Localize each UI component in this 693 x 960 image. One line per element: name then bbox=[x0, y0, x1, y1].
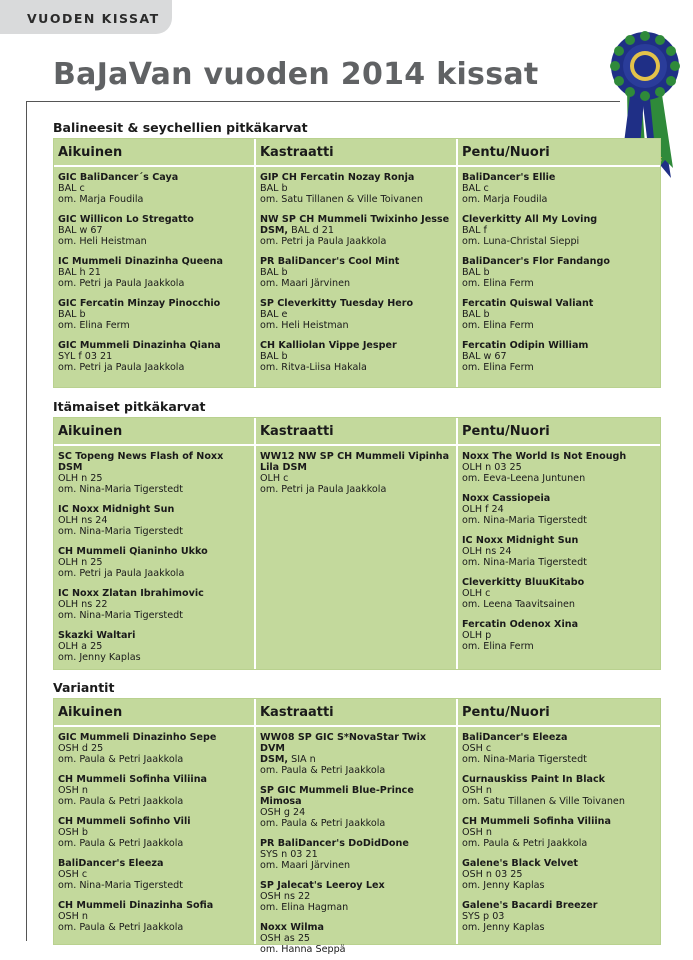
cat-entry: Cleverkitty BluuKitabo OLH c om. Leena Taavitsainen bbox=[461, 577, 585, 610]
column-heading: Pentu/Nuori bbox=[458, 139, 660, 167]
column-kitten-junior bbox=[458, 699, 660, 944]
cat-entry: CH Mummeli Sofinha Viliina OSH n om. Paula & Petri Jaakkola bbox=[58, 774, 208, 807]
grid-variants bbox=[53, 698, 661, 955]
section-title-balinese: Balineesit & seychellien pitkäkarvat bbox=[53, 120, 308, 135]
cat-entry: SP Jalecat's Leeroy Lex OSH ns 22 om. Elina Hagman bbox=[259, 880, 385, 913]
cat-entry: SC Topeng News Flash of Noxx DSM OLH n 25 om. Nina-Maria Tigerstedt bbox=[58, 451, 224, 495]
cat-entry: CH Mummeli Sofinha Viliina OSH n om. Paula & Petri Jaakkola bbox=[461, 816, 611, 849]
section-title-oriental: Itämaiset pitkäkarvat bbox=[53, 399, 206, 414]
column-heading: Aikuinen bbox=[54, 699, 254, 727]
cat-entry: GIC Fercatin Minzay Pinocchio BAL b om. Elina Ferm bbox=[58, 298, 221, 331]
cat-entry: GIC Mummeli Dinazinha Qiana SYL f 03 21 om. Petri ja Paula Jaakkola bbox=[58, 340, 221, 373]
cat-entry: Noxx The World Is Not Enough OLH n 03 25 om. Eeva-Leena Juntunen bbox=[461, 451, 627, 484]
cat-entry: CH Mummeli Sofinho Vili OSH b om. Paula & Petri Jaakkola bbox=[58, 816, 191, 849]
column-heading: Kastraatti bbox=[256, 418, 456, 446]
cat-entry: GIP CH Fercatin Nozay Ronja BAL b om. Satu Tillanen & Ville Toivanen bbox=[259, 172, 423, 205]
column-heading: Aikuinen bbox=[54, 139, 254, 167]
column-heading: Kastraatti bbox=[256, 139, 456, 167]
grid-balinese bbox=[53, 138, 661, 388]
cat-entry: Galene's Bacardi Breezer SYS p 03 om. Jenny Kaplas bbox=[461, 900, 598, 933]
cat-entry: Curnauskiss Paint In Black OSH n om. Satu Tillanen & Ville Toivanen bbox=[461, 774, 625, 807]
cat-entry: PR BaliDancer's Cool Mint BAL b om. Maari Järvinen bbox=[259, 256, 400, 289]
section-title-variants: Variantit bbox=[53, 680, 115, 695]
cat-entry: GIC Mummeli Dinazinho Sepe OSH d 25 om. Paula & Petri Jaakkola bbox=[58, 732, 217, 765]
cat-entry: Fercatin Quiswal Valiant BAL b om. Elina Ferm bbox=[461, 298, 594, 331]
section-tag: VUODEN KISSAT bbox=[0, 0, 172, 34]
cat-entry: CH Kalliolan Vippe Jesper BAL b om. Ritva-Liisa Hakala bbox=[259, 340, 397, 373]
cat-entry: IC Noxx Midnight Sun OLH ns 24 om. Nina-Maria Tigerstedt bbox=[58, 504, 183, 537]
cat-entry: BaliDancer's Eleeza OSH c om. Nina-Maria Tigerstedt bbox=[58, 858, 183, 891]
column-heading: Kastraatti bbox=[256, 699, 456, 727]
cat-entry: SP GIC Mummeli Blue-Prince Mimosa OSH g 24 om. Paula & Petri Jaakkola bbox=[259, 785, 414, 829]
column-neuter bbox=[256, 418, 458, 669]
cat-entry: CH Mummeli Dinazinha Sofia OSH n om. Paula & Petri Jaakkola bbox=[58, 900, 214, 933]
cat-entry: SP Cleverkitty Tuesday Hero BAL e om. Heli Heistman bbox=[259, 298, 414, 331]
cat-entry: Fercatin Odenox Xina OLH p om. Elina Ferm bbox=[461, 619, 579, 652]
cat-entry: GIC BaliDancer´s Caya BAL c om. Marja Foudila bbox=[58, 172, 179, 205]
cat-entry: IC Mummeli Dinazinha Queena BAL h 21 om. Petri ja Paula Jaakkola bbox=[58, 256, 223, 289]
cat-entry: IC Noxx Midnight Sun OLH ns 24 om. Nina-Maria Tigerstedt bbox=[461, 535, 587, 568]
column-heading: Aikuinen bbox=[54, 418, 254, 446]
column-adult bbox=[54, 699, 256, 944]
column-kitten-junior bbox=[458, 139, 660, 387]
cat-entry: Cleverkitty All My Loving BAL f om. Luna-Christal Sieppi bbox=[461, 214, 598, 247]
header-rule-vertical bbox=[26, 101, 27, 941]
column-heading: Pentu/Nuori bbox=[458, 699, 660, 727]
column-adult bbox=[54, 139, 256, 387]
cat-entry: Fercatin Odipin William BAL w 67 om. Elina Ferm bbox=[461, 340, 589, 373]
cat-entry: NW SP CH Mummeli Twixinho Jesse DSM, BAL d 21 om. Petri ja Paula Jaakkola bbox=[259, 214, 450, 247]
cat-entry: BaliDancer's Ellie BAL c om. Marja Foudila bbox=[461, 172, 556, 205]
cat-entry: Noxx Wilma OSH as 25 om. Hanna Seppä bbox=[259, 922, 346, 955]
grid-oriental bbox=[53, 417, 661, 670]
page-title: BaJaVan vuoden 2014 kissat bbox=[53, 57, 539, 92]
cat-entry: CH Mummeli Qianinho Ukko OLH n 25 om. Petri ja Paula Jaakkola bbox=[58, 546, 208, 579]
cat-entry: WW12 NW SP CH Mummeli Vipinha Lila DSM OLH c om. Petri ja Paula Jaakkola bbox=[259, 451, 450, 495]
cat-entry: PR BaliDancer's DoDidDone SYS n 03 21 om. Maari Järvinen bbox=[259, 838, 409, 871]
header-rule-horizontal bbox=[26, 101, 620, 102]
cat-entry: GIC Willicon Lo Stregatto BAL w 67 om. Heli Heistman bbox=[58, 214, 194, 247]
column-adult bbox=[54, 418, 256, 669]
column-kitten-junior bbox=[458, 418, 660, 669]
cat-entry: Skazki Waltari OLH a 25 om. Jenny Kaplas bbox=[58, 630, 141, 663]
cat-entry: BaliDancer's Flor Fandango BAL b om. Elina Ferm bbox=[461, 256, 610, 289]
cat-entry: BaliDancer's Eleeza OSH c om. Nina-Maria Tigerstedt bbox=[461, 732, 587, 765]
cat-entry: Noxx Cassiopeia OLH f 24 om. Nina-Maria Tigerstedt bbox=[461, 493, 587, 526]
column-neuter bbox=[256, 139, 458, 387]
cat-entry: WW08 SP GIC S*NovaStar Twix DVM DSM, SIA n om. Paula & Petri Jaakkola bbox=[259, 732, 427, 776]
column-heading: Pentu/Nuori bbox=[458, 418, 660, 446]
cat-entry: IC Noxx Zlatan Ibrahimovic OLH ns 22 om. Nina-Maria Tigerstedt bbox=[58, 588, 204, 621]
cat-entry: Galene's Black Velvet OSH n 03 25 om. Jenny Kaplas bbox=[461, 858, 578, 891]
column-neuter bbox=[256, 699, 458, 955]
